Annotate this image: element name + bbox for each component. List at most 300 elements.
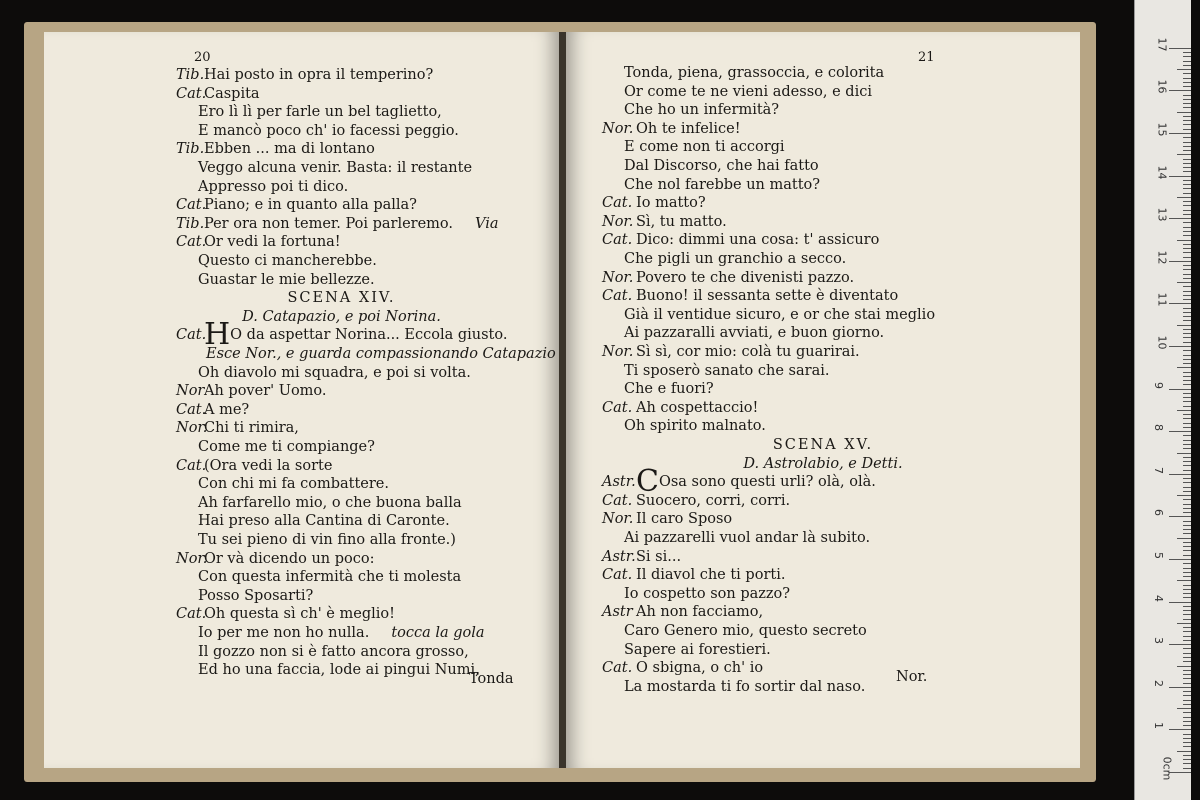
ruler-tick bbox=[1183, 286, 1191, 287]
ruler-tick bbox=[1177, 666, 1191, 667]
verse-text: Caspita bbox=[204, 85, 260, 102]
ruler-tick bbox=[1183, 695, 1191, 696]
verse-text: Io per me non ho nulla. bbox=[198, 625, 370, 641]
verse-text: Piano; e in quanto alla palla? bbox=[204, 197, 417, 214]
ruler-tick bbox=[1169, 176, 1191, 177]
verse-text: Guastar le mie bellezze. bbox=[198, 271, 375, 288]
text-line bbox=[176, 475, 389, 493]
verse-text: Ai pazzaralli avviati, e buon giorno. bbox=[624, 325, 885, 342]
verse-text: A me? bbox=[204, 401, 250, 418]
text-line bbox=[602, 399, 758, 417]
text-line bbox=[602, 157, 819, 175]
ruler-tick bbox=[1183, 576, 1191, 577]
ruler-tick bbox=[1177, 538, 1191, 539]
ruler-tick bbox=[1183, 163, 1191, 164]
ruler-label: 8 bbox=[1152, 424, 1165, 432]
text-line bbox=[176, 624, 485, 642]
speaker-label: Cat. bbox=[176, 457, 207, 474]
scene-characters: D. Catapazio, e poi Norina. bbox=[242, 308, 441, 325]
text-line bbox=[176, 103, 442, 121]
ruler-tick bbox=[1177, 453, 1191, 454]
speaker-label: Nor. bbox=[602, 120, 634, 137]
text-line bbox=[176, 196, 417, 214]
ruler-tick bbox=[1183, 563, 1191, 564]
speaker-label: Astr bbox=[602, 604, 633, 621]
verse-text: Già il ventidue sicuro, e or che stai meglio bbox=[624, 306, 936, 323]
text-line bbox=[176, 550, 375, 568]
text-line bbox=[602, 678, 865, 696]
ruler-tick bbox=[1183, 414, 1191, 415]
speaker-label: Cat. bbox=[602, 660, 633, 677]
ruler-tick bbox=[1183, 427, 1191, 428]
verse-text: Chi ti rimira, bbox=[204, 420, 299, 437]
text-line bbox=[602, 417, 766, 435]
verse-text: Con questa infermità che ti molesta bbox=[198, 569, 462, 586]
ruler-tick bbox=[1169, 602, 1191, 603]
text-line bbox=[602, 269, 854, 287]
ruler-tick bbox=[1183, 269, 1191, 270]
ruler-tick bbox=[1169, 687, 1191, 688]
ruler-tick bbox=[1183, 291, 1191, 292]
ruler-tick bbox=[1169, 133, 1191, 134]
ruler-label: 3 bbox=[1152, 637, 1165, 645]
verse-text: Posso Sposarti? bbox=[198, 587, 314, 604]
ruler-tick bbox=[1183, 142, 1191, 143]
speaker-label: Nor. bbox=[602, 511, 634, 528]
verse-text: Dal Discorso, che hai fatto bbox=[624, 158, 819, 174]
verse-text: Oh questa sì ch' è meglio! bbox=[204, 606, 395, 623]
ruler-tick bbox=[1183, 550, 1191, 551]
ruler-tick bbox=[1183, 193, 1191, 194]
verse-text: Il gozzo non si è fatto ancora grosso, bbox=[198, 643, 469, 660]
text-line bbox=[602, 250, 846, 268]
verse-text: Hai posto in opra il temperino? bbox=[204, 67, 434, 83]
text-line bbox=[44, 308, 559, 326]
ruler-tick bbox=[1183, 333, 1191, 334]
ruler-tick bbox=[1183, 717, 1191, 718]
ruler-tick bbox=[1183, 235, 1191, 236]
ruler-tick bbox=[1183, 418, 1191, 419]
book-gutter bbox=[559, 32, 566, 768]
verse-text: O da aspettar Norina... Eccola giusto. bbox=[230, 327, 508, 344]
verse-text: La mostarda ti fo sortir dal naso. bbox=[624, 678, 866, 695]
right-page bbox=[566, 32, 1080, 768]
ruler-tick bbox=[1183, 248, 1191, 249]
text-line bbox=[176, 252, 377, 270]
text-line bbox=[176, 382, 327, 400]
verse-text: Or và dicendo un poco: bbox=[204, 550, 375, 567]
verse-text: Ah pover' Uomo. bbox=[204, 383, 327, 400]
ruler-tick bbox=[1183, 700, 1191, 701]
right-catchword: Nor. bbox=[896, 669, 928, 685]
ruler-tick bbox=[1183, 491, 1191, 492]
verse-text: Ai pazzarelli vuol andar là subito. bbox=[624, 530, 871, 546]
speaker-label: Nor. bbox=[602, 213, 634, 230]
text-line bbox=[602, 566, 785, 584]
text-line bbox=[176, 438, 375, 456]
verse-text: Che e fuori? bbox=[624, 381, 714, 398]
text-line bbox=[602, 83, 872, 101]
ruler-tick bbox=[1183, 482, 1191, 483]
text-line bbox=[602, 231, 879, 249]
ruler-tick bbox=[1183, 610, 1191, 611]
verse-text: E mancò poco ch' io facessi peggio. bbox=[198, 122, 459, 139]
speaker-label: Cat. bbox=[602, 288, 633, 305]
ruler-tick bbox=[1183, 299, 1191, 300]
ruler-tick bbox=[1177, 282, 1191, 283]
ruler-tick bbox=[1183, 465, 1191, 466]
ruler-tick bbox=[1183, 521, 1191, 522]
ruler-tick bbox=[1169, 90, 1191, 91]
ruler-label: 16 bbox=[1155, 79, 1169, 94]
ruler-tick bbox=[1169, 559, 1191, 560]
speaker-label: Nor. bbox=[176, 550, 208, 567]
text-line bbox=[176, 364, 471, 382]
aside-direction: tocca la gola bbox=[391, 625, 485, 641]
text-line bbox=[602, 101, 779, 119]
text-line bbox=[602, 529, 870, 547]
ruler-tick bbox=[1183, 546, 1191, 547]
ruler-tick bbox=[1183, 440, 1191, 441]
speaker-label: Tib. bbox=[176, 141, 205, 158]
ruler-tick bbox=[1183, 393, 1191, 394]
verse-text: Il diavol che ti porti. bbox=[636, 567, 786, 584]
ruler-tick bbox=[1183, 457, 1191, 458]
ruler-tick bbox=[1183, 78, 1191, 79]
text-line bbox=[602, 380, 714, 398]
ruler-tick bbox=[1183, 763, 1191, 764]
verse-text: Io cospetto son pazzo? bbox=[624, 585, 791, 602]
ruler-tick bbox=[1183, 636, 1191, 637]
text-line bbox=[206, 345, 556, 363]
left-page-number: 20 bbox=[194, 50, 211, 65]
ruler-tick bbox=[1183, 355, 1191, 356]
ruler-tick bbox=[1183, 56, 1191, 57]
ruler-label: 14 bbox=[1155, 165, 1169, 180]
ruler-tick bbox=[1183, 350, 1191, 351]
verse-text: Io matto? bbox=[636, 195, 706, 212]
ruler-tick bbox=[1177, 367, 1191, 368]
text-line bbox=[176, 587, 313, 605]
ruler-tick bbox=[1183, 734, 1191, 735]
ruler-tick bbox=[1183, 137, 1191, 138]
ruler-tick bbox=[1183, 188, 1191, 189]
ruler-tick bbox=[1183, 406, 1191, 407]
ruler-tick bbox=[1169, 303, 1191, 304]
ruler-tick bbox=[1183, 222, 1191, 223]
verse-text: Si si... bbox=[636, 548, 682, 565]
ruler-tick bbox=[1183, 320, 1191, 321]
ruler-tick bbox=[1183, 755, 1191, 756]
ruler-tick bbox=[1183, 423, 1191, 424]
ruler-tick bbox=[1183, 359, 1191, 360]
ruler-tick bbox=[1177, 623, 1191, 624]
ruler-tick bbox=[1183, 274, 1191, 275]
verse-text: O sbigna, o ch' io bbox=[636, 660, 764, 677]
ruler-label: 4 bbox=[1152, 594, 1165, 602]
ruler-tick bbox=[1183, 329, 1191, 330]
ruler-tick bbox=[1183, 674, 1191, 675]
speaker-label: Nor bbox=[176, 383, 205, 400]
left-page bbox=[44, 32, 559, 768]
text-line bbox=[602, 138, 785, 156]
ruler-tick bbox=[1183, 606, 1191, 607]
text-line bbox=[176, 178, 348, 196]
speaker-label: Cat. bbox=[176, 197, 207, 214]
verse-text: Buono! il sessanta sette è diventato bbox=[636, 288, 899, 305]
verse-text: Oh spirito malnato. bbox=[624, 418, 766, 435]
verse-text: Povero te che divenisti pazzo. bbox=[636, 269, 855, 286]
ruler-tick bbox=[1183, 380, 1191, 381]
verse-text: Oh diavolo mi squadra, e poi si volta. bbox=[198, 364, 471, 381]
verse-text: Tu sei pieno di vin fino alla fronte.) bbox=[198, 532, 456, 548]
verse-text: Appresso poi ti dico. bbox=[198, 178, 349, 195]
ruler-tick bbox=[1183, 227, 1191, 228]
ruler-tick bbox=[1169, 48, 1191, 49]
ruler-label: 10 bbox=[1155, 335, 1169, 350]
ruler-tick bbox=[1169, 218, 1191, 219]
ruler-tick bbox=[1169, 261, 1191, 262]
verse-text: Con chi mi fa combattere. bbox=[198, 476, 389, 493]
text-line bbox=[602, 641, 771, 659]
ruler-tick bbox=[1183, 210, 1191, 211]
ruler-tick bbox=[1183, 61, 1191, 62]
ruler-label: 12 bbox=[1155, 250, 1169, 265]
speaker-label: Cat. bbox=[176, 327, 207, 344]
text-line bbox=[176, 661, 480, 679]
speaker-label: Cat. bbox=[602, 567, 633, 584]
ruler-tick bbox=[1177, 240, 1191, 241]
ruler-tick bbox=[1177, 112, 1191, 113]
text-line bbox=[602, 120, 741, 138]
ruler-tick bbox=[1183, 504, 1191, 505]
ruler-tick bbox=[1183, 478, 1191, 479]
ruler-tick bbox=[1183, 124, 1191, 125]
ruler-tick bbox=[1183, 487, 1191, 488]
text-line bbox=[176, 317, 508, 353]
verse-text: Sì, tu matto. bbox=[636, 213, 727, 230]
verse-text: Ah farfarello mio, o che buona balla bbox=[198, 494, 462, 511]
ruler-tick bbox=[1183, 384, 1191, 385]
ruler-tick bbox=[1169, 644, 1191, 645]
verse-text: Hai preso alla Cantina di Caronte. bbox=[198, 513, 450, 530]
ruler-tick bbox=[1183, 627, 1191, 628]
speaker-label: Cat. bbox=[602, 399, 633, 416]
ruler-tick bbox=[1183, 129, 1191, 130]
ruler-tick bbox=[1183, 525, 1191, 526]
verse-text: Oh te infelice! bbox=[636, 120, 741, 137]
verse-text: Che ho un infermità? bbox=[624, 102, 780, 119]
ruler-tick bbox=[1183, 640, 1191, 641]
text-line bbox=[602, 603, 763, 621]
text-line bbox=[176, 140, 375, 158]
ruler-tick bbox=[1169, 346, 1191, 347]
ruler-tick bbox=[1183, 568, 1191, 569]
text-line bbox=[176, 85, 260, 103]
text-line bbox=[602, 585, 790, 603]
ruler-tick bbox=[1183, 244, 1191, 245]
ruler-tick bbox=[1183, 691, 1191, 692]
verse-text: Ebben ... ma di lontano bbox=[204, 141, 375, 158]
ruler-tick bbox=[1183, 653, 1191, 654]
ruler-tick bbox=[1183, 150, 1191, 151]
ruler-tick bbox=[1183, 146, 1191, 147]
text-line bbox=[602, 622, 867, 640]
speaker-label: Nor. bbox=[602, 344, 634, 360]
ruler-tick bbox=[1183, 555, 1191, 556]
text-line bbox=[602, 324, 884, 342]
verse-text: Che nol farebbe un matto? bbox=[624, 176, 821, 193]
text-line bbox=[176, 419, 299, 437]
verse-text: Ero lì lì per farle un bel taglietto, bbox=[198, 104, 442, 121]
ruler-tick bbox=[1169, 431, 1191, 432]
ruler-tick bbox=[1183, 533, 1191, 534]
ruler-tick bbox=[1183, 376, 1191, 377]
ruler-tick bbox=[1183, 435, 1191, 436]
speaker-label: Astr. bbox=[602, 474, 636, 491]
text-line bbox=[602, 548, 681, 566]
left-catchword: Tonda bbox=[469, 671, 514, 687]
measuring-ruler bbox=[1134, 0, 1191, 800]
text-line bbox=[602, 287, 898, 305]
ruler-tick bbox=[1183, 171, 1191, 172]
ruler-tick bbox=[1183, 397, 1191, 398]
ruler-tick bbox=[1177, 410, 1191, 411]
verse-text: Veggo alcuna venir. Basta: il restante bbox=[198, 160, 473, 176]
ruler-tick bbox=[1183, 725, 1191, 726]
text-line bbox=[602, 659, 763, 677]
text-line bbox=[176, 605, 395, 623]
ruler-tick bbox=[1177, 154, 1191, 155]
ruler-tick bbox=[1183, 470, 1191, 471]
text-line bbox=[176, 66, 433, 84]
ruler-tick bbox=[1183, 542, 1191, 543]
ruler-tick bbox=[1183, 342, 1191, 343]
ruler-tick bbox=[1183, 461, 1191, 462]
verse-text: Ah cospettaccio! bbox=[636, 399, 759, 416]
scene-characters: D. Astrolabio, e Detti. bbox=[743, 455, 903, 472]
ruler-tick bbox=[1177, 580, 1191, 581]
ruler-tick bbox=[1177, 197, 1191, 198]
ruler-tick bbox=[1183, 316, 1191, 317]
speaker-label: Cat. bbox=[176, 85, 207, 102]
ruler-tick bbox=[1183, 103, 1191, 104]
text-line bbox=[176, 401, 249, 419]
ruler-tick bbox=[1169, 474, 1191, 475]
ruler-label: 7 bbox=[1152, 466, 1165, 474]
ruler-tick bbox=[1183, 657, 1191, 658]
scene-heading: SCENA XV. bbox=[772, 437, 874, 453]
ruler-tick bbox=[1183, 738, 1191, 739]
ruler-tick bbox=[1183, 159, 1191, 160]
verse-text: Come me ti compiange? bbox=[198, 439, 375, 455]
text-line bbox=[602, 362, 829, 380]
ruler-label: 0cm bbox=[1160, 756, 1174, 781]
text-line bbox=[602, 510, 732, 528]
ruler-tick bbox=[1183, 116, 1191, 117]
text-line bbox=[176, 215, 499, 233]
ruler-tick bbox=[1183, 721, 1191, 722]
ruler-label: 15 bbox=[1155, 122, 1169, 137]
verse-text: Dico: dimmi una cosa: t' assicuro bbox=[636, 232, 880, 249]
drop-capital: C bbox=[636, 464, 659, 500]
ruler-tick bbox=[1177, 708, 1191, 709]
ruler-label: 1 bbox=[1152, 722, 1165, 730]
text-line bbox=[176, 568, 461, 586]
drop-capital: H bbox=[204, 317, 231, 353]
ruler-tick bbox=[1183, 252, 1191, 253]
speaker-label: Nor. bbox=[176, 420, 208, 437]
verse-text: Il caro Sposo bbox=[636, 511, 733, 528]
text-line bbox=[176, 233, 341, 251]
ruler-tick bbox=[1183, 99, 1191, 100]
ruler-tick bbox=[1177, 325, 1191, 326]
ruler-label: 2 bbox=[1152, 679, 1165, 687]
ruler-label: 5 bbox=[1152, 552, 1165, 559]
ruler-tick bbox=[1183, 52, 1191, 53]
text-line bbox=[602, 343, 860, 361]
ruler-tick bbox=[1183, 312, 1191, 313]
ruler-tick bbox=[1183, 448, 1191, 449]
verse-text: Per ora non temer. Poi parleremo. bbox=[204, 215, 454, 232]
verse-text: Caro Genero mio, questo secreto bbox=[624, 623, 867, 639]
speaker-label: Cat. bbox=[602, 232, 633, 249]
text-line bbox=[176, 512, 450, 530]
text-line bbox=[176, 271, 375, 289]
ruler-tick bbox=[1183, 184, 1191, 185]
text-line bbox=[602, 176, 820, 194]
ruler-tick bbox=[1183, 597, 1191, 598]
text-line bbox=[176, 643, 469, 661]
ruler-tick bbox=[1183, 508, 1191, 509]
speaker-label: Cat. bbox=[602, 492, 633, 509]
ruler-tick bbox=[1183, 512, 1191, 513]
ruler-tick bbox=[1183, 265, 1191, 266]
ruler-tick bbox=[1183, 648, 1191, 649]
verse-text: Ah non facciamo, bbox=[636, 604, 764, 621]
speaker-label: Cat. bbox=[176, 234, 207, 251]
text-line bbox=[602, 492, 790, 510]
ruler-tick bbox=[1183, 363, 1191, 364]
ruler-label: 17 bbox=[1155, 37, 1169, 52]
text-line bbox=[602, 194, 706, 212]
ruler-label: 13 bbox=[1155, 207, 1169, 222]
aside-direction: Via bbox=[475, 215, 499, 232]
verse-text: Questo ci mancherebbe. bbox=[198, 253, 377, 269]
verse-text: Che pigli un granchio a secco. bbox=[624, 251, 847, 267]
text-line bbox=[602, 64, 884, 82]
ruler-tick bbox=[1183, 593, 1191, 594]
text-line bbox=[176, 159, 472, 177]
ruler-tick bbox=[1183, 257, 1191, 258]
ruler-tick bbox=[1177, 69, 1191, 70]
ruler-tick bbox=[1183, 678, 1191, 679]
verse-text: Ed ho una faccia, lode ai pingui Numi, bbox=[198, 662, 480, 679]
stage-direction: Esce Nor., e guarda compassionando Catapazio bbox=[206, 346, 556, 362]
ruler-tick bbox=[1183, 614, 1191, 615]
ruler-tick bbox=[1183, 529, 1191, 530]
right-page-number: 21 bbox=[918, 50, 935, 65]
ruler-tick bbox=[1183, 372, 1191, 373]
ruler-tick bbox=[1169, 516, 1191, 517]
ruler-tick bbox=[1183, 231, 1191, 232]
speaker-label: Nor. bbox=[602, 269, 634, 286]
text-line bbox=[602, 213, 727, 231]
ruler-tick bbox=[1183, 337, 1191, 338]
ruler-tick bbox=[1183, 201, 1191, 202]
ruler-tick bbox=[1183, 214, 1191, 215]
speaker-label: Tib. bbox=[176, 67, 205, 83]
